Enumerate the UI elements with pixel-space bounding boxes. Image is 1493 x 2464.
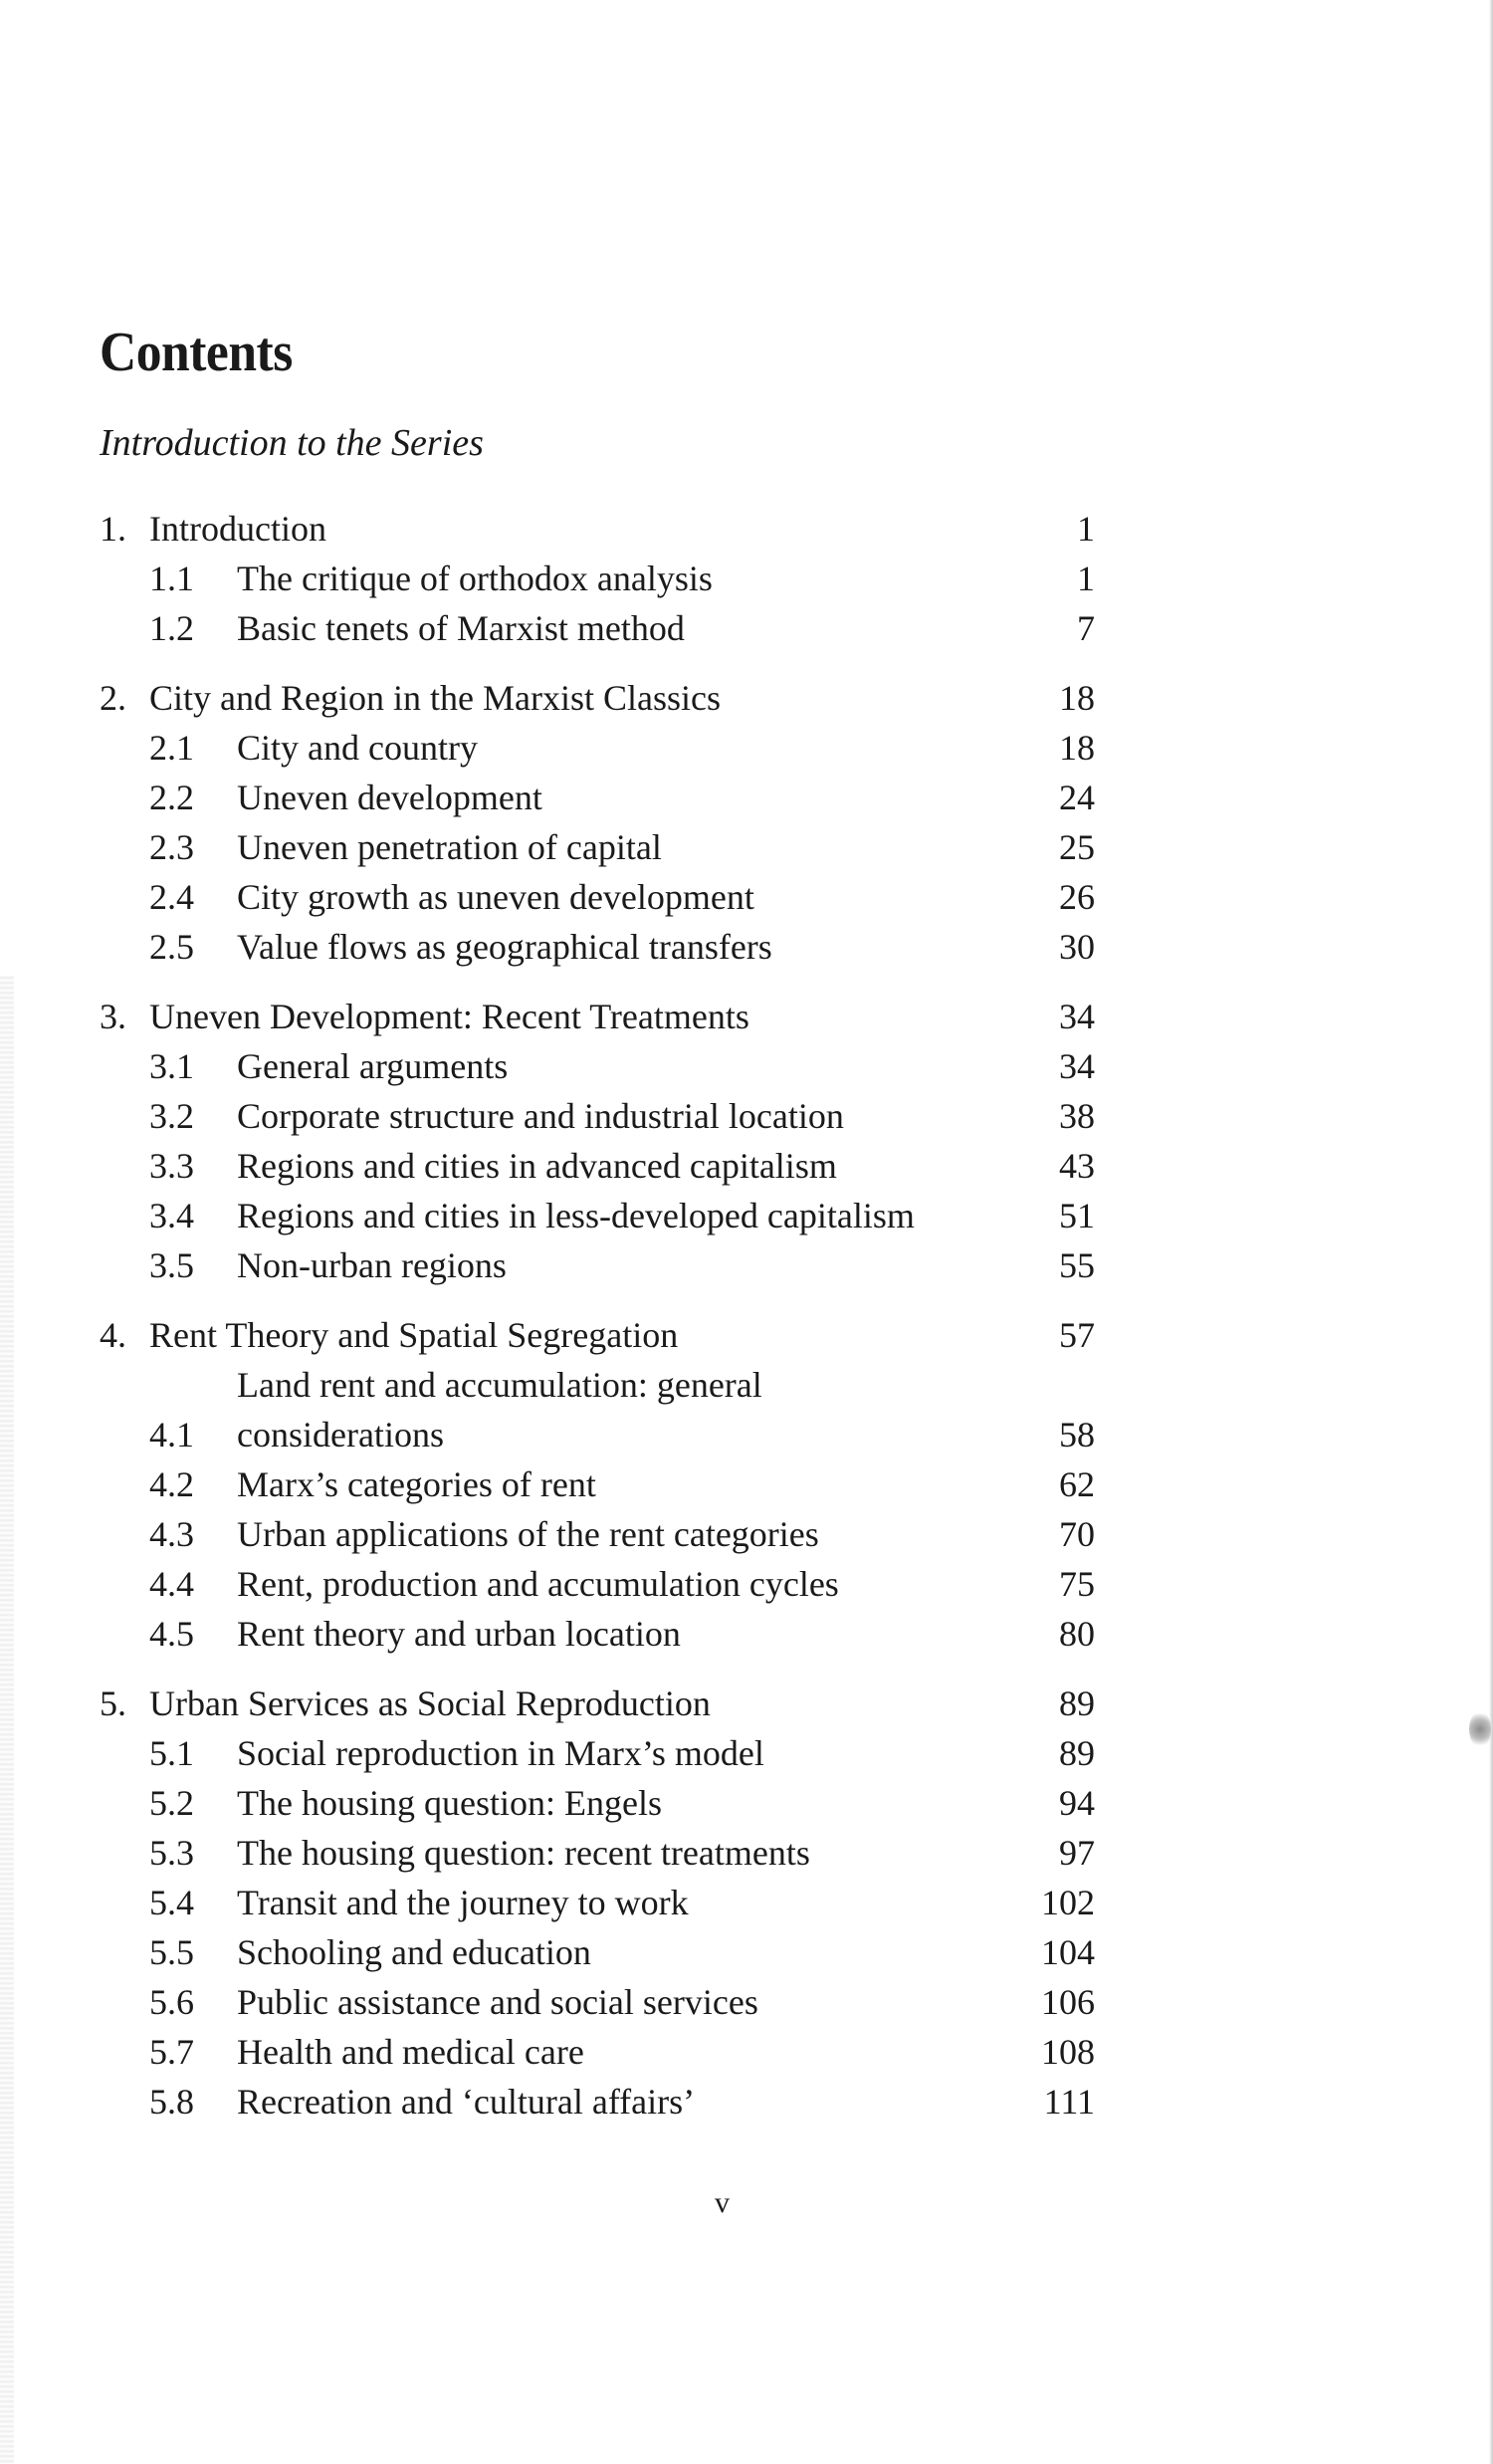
section-page-number: 24 <box>1059 778 1095 817</box>
scan-edge-left <box>0 976 14 2464</box>
section-number: 3.3 <box>149 1146 194 1186</box>
section-entry <box>100 723 1095 773</box>
section-number: 5.3 <box>149 1833 194 1873</box>
chapter-number: 4. <box>100 1315 126 1355</box>
section-page-number: 34 <box>1059 1046 1095 1086</box>
section-page-number: 51 <box>1059 1196 1095 1235</box>
section-page-number: 94 <box>1059 1783 1095 1823</box>
section-entry <box>100 1878 1095 1927</box>
chapter-block <box>100 1310 1095 1659</box>
section-number: 3.4 <box>149 1196 194 1235</box>
scan-smudge <box>1469 1710 1491 1748</box>
section-number: 2.5 <box>149 927 194 967</box>
chapter-number: 3. <box>100 997 126 1036</box>
section-page-number: 70 <box>1059 1514 1095 1554</box>
section-entry <box>100 1191 1095 1240</box>
section-title: Rent theory and urban location <box>237 1614 681 1654</box>
section-title: Transit and the journey to work <box>237 1883 689 1922</box>
page-folio: v <box>715 2186 730 2219</box>
section-entry <box>100 603 1095 653</box>
section-title: City growth as uneven development <box>237 877 754 917</box>
section-title: Marx’s categories of rent <box>237 1464 596 1504</box>
section-entry <box>100 1609 1095 1659</box>
section-entry <box>100 773 1095 822</box>
section-entry <box>100 1091 1095 1141</box>
scan-edge-right <box>1489 0 1493 2464</box>
section-title: Urban applications of the rent categories <box>237 1514 819 1554</box>
section-title: General arguments <box>237 1046 509 1086</box>
section-title-block <box>237 872 975 922</box>
section-page-number: 102 <box>1041 1883 1095 1922</box>
section-title-block <box>237 1509 975 1559</box>
chapter-number: 1. <box>100 509 126 549</box>
section-title-block <box>237 922 975 972</box>
section-entry <box>100 1828 1095 1878</box>
section-title: The housing question: recent treatments <box>237 1833 810 1873</box>
section-title: Uneven penetration of capital <box>237 827 662 867</box>
section-page-number: 38 <box>1059 1096 1095 1136</box>
section-entry <box>100 1459 1095 1509</box>
section-title: Schooling and education <box>237 1932 591 1972</box>
section-title-block <box>237 1927 975 1977</box>
section-title-block <box>237 2027 975 2077</box>
section-title-block <box>237 1778 975 1828</box>
section-number: 5.1 <box>149 1733 194 1773</box>
section-number: 2.4 <box>149 877 194 917</box>
section-title-block <box>237 1559 975 1609</box>
section-number: 4.3 <box>149 1514 194 1554</box>
section-number: 4.2 <box>149 1464 194 1504</box>
section-entry <box>100 554 1095 603</box>
section-entry <box>100 1240 1095 1290</box>
chapter-number: 5. <box>100 1683 126 1723</box>
section-title-block <box>237 1191 975 1240</box>
section-entry <box>100 1041 1095 1091</box>
chapter-block <box>100 992 1095 1290</box>
section-entry <box>100 1728 1095 1778</box>
chapter-block <box>100 504 1095 653</box>
section-title: Health and medical care <box>237 2032 584 2072</box>
section-entry <box>100 2027 1095 2077</box>
chapter-number: 2. <box>100 678 126 718</box>
section-page-number: 62 <box>1059 1464 1095 1504</box>
section-entry <box>100 1927 1095 1977</box>
chapter-block <box>100 1679 1095 2127</box>
section-title: Rent, production and accumulation cycles <box>237 1564 839 1604</box>
section-title: Recreation and ‘cultural affairs’ <box>237 2082 696 2122</box>
section-title-continuation: considerations <box>237 1415 444 1455</box>
section-title: Uneven development <box>237 778 542 817</box>
chapter-title: Rent Theory and Spatial Segregation <box>149 1315 679 1355</box>
section-page-number: 104 <box>1041 1932 1095 1972</box>
section-entry <box>100 1141 1095 1191</box>
section-title: Public assistance and social services <box>237 1982 758 2022</box>
section-title-block <box>237 1728 975 1778</box>
intro-series-entry: Introduction to the Series <box>100 422 484 464</box>
section-page-number: 7 <box>1077 608 1095 648</box>
section-title-block <box>237 603 975 653</box>
chapter-page-number: 34 <box>1059 997 1095 1036</box>
section-number: 2.1 <box>149 728 194 768</box>
section-page-number: 30 <box>1059 927 1095 967</box>
section-number: 5.4 <box>149 1883 194 1922</box>
section-title: Land rent and accumulation: general <box>237 1365 762 1405</box>
section-number: 3.1 <box>149 1046 194 1086</box>
section-page-number: 89 <box>1059 1733 1095 1773</box>
section-page-number: 106 <box>1041 1982 1095 2022</box>
table-of-contents <box>100 504 1095 2146</box>
section-number: 2.3 <box>149 827 194 867</box>
section-number: 5.5 <box>149 1932 194 1972</box>
chapter-title: Urban Services as Social Reproduction <box>149 1683 711 1723</box>
chapter-entry <box>100 1679 1095 1728</box>
chapter-title: City and Region in the Marxist Classics <box>149 678 721 718</box>
section-number: 5.6 <box>149 1982 194 2022</box>
section-page-number: 18 <box>1059 728 1095 768</box>
chapter-title: Uneven Development: Recent Treatments <box>149 997 749 1036</box>
section-page-number: 43 <box>1059 1146 1095 1186</box>
chapter-page-number: 57 <box>1059 1315 1095 1355</box>
section-page-number: 55 <box>1059 1245 1095 1285</box>
section-page-number: 1 <box>1077 559 1095 598</box>
section-title-block <box>237 1240 975 1290</box>
section-number: 5.2 <box>149 1783 194 1823</box>
section-number: 4.5 <box>149 1614 194 1654</box>
chapter-page-number: 89 <box>1059 1683 1095 1723</box>
section-page-number: 80 <box>1059 1614 1095 1654</box>
section-title-block <box>237 1141 975 1191</box>
section-entry <box>100 922 1095 972</box>
section-number: 4.4 <box>149 1564 194 1604</box>
section-title-block <box>237 1091 975 1141</box>
section-page-number: 75 <box>1059 1564 1095 1604</box>
section-entry <box>100 2077 1095 2127</box>
section-title-block <box>237 1977 975 2027</box>
section-title: The housing question: Engels <box>237 1783 662 1823</box>
section-entry <box>100 1559 1095 1609</box>
section-entry <box>100 1509 1095 1559</box>
chapter-page-number: 1 <box>1077 509 1095 549</box>
section-title: Regions and cities in advanced capitalism <box>237 1146 837 1186</box>
section-number: 3.5 <box>149 1245 194 1285</box>
section-title-block <box>237 1828 975 1878</box>
chapter-block <box>100 673 1095 972</box>
section-title-block <box>237 822 975 872</box>
section-number: 1.1 <box>149 559 194 598</box>
chapter-entry <box>100 1310 1095 1360</box>
section-title: Social reproduction in Marx’s model <box>237 1733 764 1773</box>
chapter-entry <box>100 504 1095 554</box>
section-title: The critique of orthodox analysis <box>237 559 713 598</box>
section-title-block <box>237 723 975 773</box>
section-page-number: 58 <box>1059 1415 1095 1455</box>
chapter-page-number: 18 <box>1059 678 1095 718</box>
section-number: 2.2 <box>149 778 194 817</box>
section-title: City and country <box>237 728 478 768</box>
section-title: Value flows as geographical transfers <box>237 927 772 967</box>
section-entry <box>100 1360 1095 1459</box>
section-title-block <box>237 2077 975 2127</box>
section-title: Corporate structure and industrial location <box>237 1096 844 1136</box>
section-page-number: 97 <box>1059 1833 1095 1873</box>
section-number: 5.7 <box>149 2032 194 2072</box>
contents-heading: Contents <box>100 322 293 383</box>
section-title: Non-urban regions <box>237 1245 507 1285</box>
section-title-block <box>237 1459 975 1509</box>
section-title-block <box>237 554 975 603</box>
section-page-number: 108 <box>1041 2032 1095 2072</box>
section-entry <box>100 822 1095 872</box>
section-number: 4.1 <box>149 1415 194 1455</box>
section-entry <box>100 1778 1095 1828</box>
chapter-entry <box>100 992 1095 1041</box>
section-number: 1.2 <box>149 608 194 648</box>
section-number: 5.8 <box>149 2082 194 2122</box>
section-title: Regions and cities in less-developed capitalism <box>237 1196 915 1235</box>
section-page-number: 25 <box>1059 827 1095 867</box>
section-title-block <box>237 1878 975 1927</box>
section-number: 3.2 <box>149 1096 194 1136</box>
section-entry <box>100 1977 1095 2027</box>
section-title-block <box>237 1360 975 1459</box>
chapter-entry <box>100 673 1095 723</box>
section-title-block <box>237 1041 975 1091</box>
section-title-block <box>237 1609 975 1659</box>
section-title-block <box>237 773 975 822</box>
section-page-number: 111 <box>1043 2082 1095 2122</box>
chapter-title: Introduction <box>149 509 326 549</box>
section-page-number: 26 <box>1059 877 1095 917</box>
section-title: Basic tenets of Marxist method <box>237 608 685 648</box>
section-entry <box>100 872 1095 922</box>
